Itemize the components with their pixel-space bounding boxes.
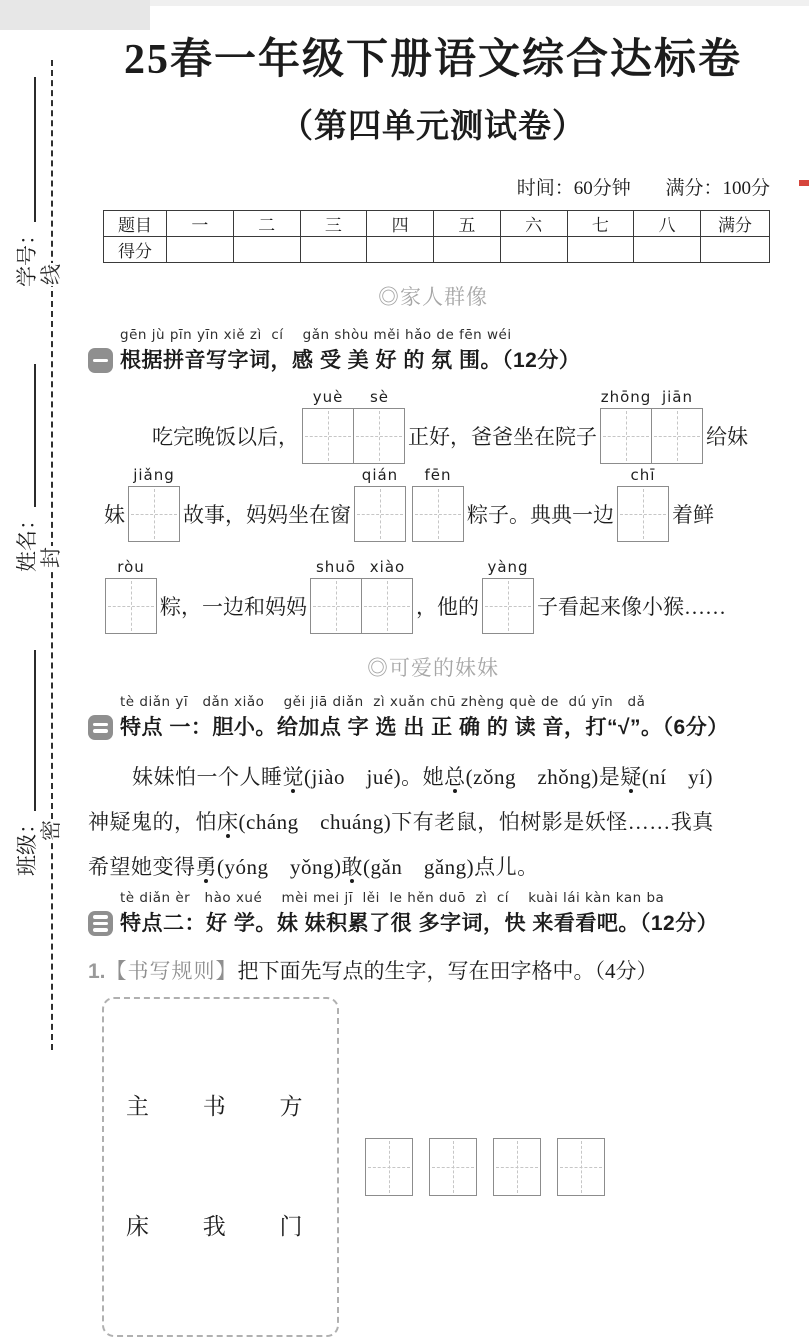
score-table-header-cell: 六	[500, 211, 567, 237]
score-table-header-cell: 五	[434, 211, 501, 237]
red-edge-mark	[799, 180, 809, 186]
tianzige-cell[interactable]	[354, 486, 406, 542]
question-3	[88, 890, 778, 937]
emphasized-char: 总	[444, 765, 466, 789]
q1-fill-line-1	[152, 388, 778, 464]
grid-pinyin-label: jiǎng	[133, 466, 175, 484]
name-blank[interactable]	[13, 364, 36, 507]
question-1-number-icon	[88, 348, 113, 373]
q1-fill-line-3	[102, 558, 778, 634]
tianzige-cell[interactable]	[482, 578, 534, 634]
sub-question-1	[88, 955, 778, 985]
writing-rule-tag: 【书写规则】	[105, 959, 238, 983]
tianzige-cell[interactable]	[310, 578, 362, 634]
tianzige-cell[interactable]	[600, 408, 652, 464]
score-entry-cell[interactable]	[701, 237, 770, 263]
emphasized-char: 敢	[341, 855, 363, 879]
text-run: 子看起来像小猴……	[537, 595, 726, 619]
grid-pinyin-label: shuō	[315, 558, 356, 576]
score-entry-cell[interactable]	[634, 237, 701, 263]
tianzige-grid	[128, 466, 180, 542]
question-2-pinyin: tè diǎn yī dǎn xiǎo gěi jiā diǎn zì xuǎn chū zhèng què de dú yīn dǎ	[120, 694, 646, 710]
text-run: (gǎn gǎng)点儿。	[363, 855, 539, 879]
emphasized-char: 床	[217, 810, 239, 834]
section-header-family: ◎家人群像	[378, 286, 488, 309]
score-entry-cell[interactable]	[233, 237, 300, 263]
score-table-header-cell: 满分	[701, 211, 770, 237]
paper-content	[88, 0, 778, 1337]
section-header-sister: ◎可爱的妹妹	[367, 657, 499, 680]
tianzige-grid	[412, 466, 464, 542]
question-3-text: 特点二：好 学。妹 妹积累了很 多字词，快 来看看吧。（12分）	[120, 912, 719, 935]
score-table-header-cell: 八	[634, 211, 701, 237]
grid-pinyin-label: ròu	[117, 558, 145, 576]
grid-pinyin-label: qián	[361, 466, 399, 484]
grid-pinyin-label: fēn	[424, 466, 452, 484]
score-table	[103, 210, 770, 263]
tianzige-cell[interactable]	[128, 486, 180, 542]
score-entry-cell[interactable]	[434, 237, 501, 263]
seal-char-mi: 密	[39, 820, 63, 841]
class-label: 班级：	[15, 813, 39, 876]
seal-char-feng: 封	[39, 547, 63, 568]
tianzige-cell[interactable]	[302, 408, 354, 464]
question-2-text: 特点 一：胆小。给加点 字 选 出 正 确 的 读 音，打“√”。（6分）	[120, 716, 729, 739]
grid-pinyin-label: xiào	[369, 558, 406, 576]
text-run: 给妹	[706, 425, 748, 449]
q1-fill-line-2	[104, 466, 778, 542]
writing-exercise-row	[102, 997, 778, 1337]
passage-line	[88, 755, 778, 800]
tianzige-cell[interactable]	[493, 1138, 541, 1196]
score-entry-cell[interactable]	[367, 237, 434, 263]
page-title: 25春一年级下册语文综合达标卷	[123, 37, 742, 83]
text-run: (yóng yǒng)	[217, 855, 342, 879]
page-subtitle: （第四单元测试卷）	[280, 109, 586, 145]
grid-pinyin-label: jiān	[661, 388, 694, 406]
sub-question-number: 1.	[88, 960, 106, 983]
student-id-field	[13, 75, 41, 287]
grid-pinyin-label: chī	[630, 466, 656, 484]
score-entry-cell[interactable]	[300, 237, 367, 263]
tianzige-cell[interactable]	[429, 1138, 477, 1196]
tianzige-grid	[617, 466, 669, 542]
emphasized-char: 疑	[620, 765, 642, 789]
question-3-number-icon	[88, 911, 113, 936]
text-run: (cháng chuáng)下有老鼠，怕树影是妖怪……我真	[238, 810, 714, 834]
score-entry-cell[interactable]	[567, 237, 634, 263]
tianzige-cell[interactable]	[557, 1138, 605, 1196]
text-run: 妹妹怕一个人睡	[132, 765, 283, 789]
name-field	[13, 362, 41, 572]
text-run: 妹	[104, 503, 125, 527]
time-limit: 时间：60分钟	[516, 178, 631, 199]
class-field	[13, 648, 41, 876]
tianzige-cell[interactable]	[361, 578, 413, 634]
tianzige-grid	[600, 388, 703, 464]
passage-line	[88, 845, 778, 890]
answer-grids	[365, 1138, 605, 1196]
score-table-header-cell: 三	[300, 211, 367, 237]
score-table-header-cell: 题目	[104, 211, 167, 237]
text-run: 希望她变得	[88, 855, 196, 879]
sub-question-text: 把下面先写点的生字，写在田字格中。（4分）	[237, 959, 658, 983]
tianzige-grid	[310, 558, 413, 634]
class-blank[interactable]	[13, 650, 36, 811]
score-table-header-cell: 一	[167, 211, 234, 237]
grid-pinyin-label: zhōng	[600, 388, 652, 406]
text-run: (ní yí)	[641, 765, 713, 789]
tianzige-grid	[302, 388, 405, 464]
student-id-label: 学号：	[15, 224, 39, 287]
student-id-blank[interactable]	[13, 77, 36, 222]
question-2-number-icon	[88, 715, 113, 740]
tianzige-cell[interactable]	[365, 1138, 413, 1196]
tianzige-grid	[105, 558, 157, 634]
question-2	[88, 694, 778, 741]
tianzige-cell[interactable]	[412, 486, 464, 542]
question-1	[88, 327, 778, 374]
score-entry-cell[interactable]	[167, 237, 234, 263]
score-table-header-cell: 二	[233, 211, 300, 237]
tianzige-cell[interactable]	[617, 486, 669, 542]
full-score: 满分：100分	[665, 178, 770, 199]
text-run: (zǒng zhǒng)是	[465, 765, 621, 789]
tianzige-cell[interactable]	[353, 408, 405, 464]
text-run: 吃完晚饭以后，	[152, 425, 299, 449]
score-entry-cell[interactable]	[500, 237, 567, 263]
score-row-label: 得分	[104, 237, 167, 263]
tianzige-grid	[354, 466, 406, 542]
tianzige-cell[interactable]	[105, 578, 157, 634]
text-run: ，他的	[416, 595, 479, 619]
question-1-text: 根据拼音写字词，感 受 美 好 的 氛 围。（12分）	[120, 349, 581, 372]
score-table-header-cell: 四	[367, 211, 434, 237]
passage-line	[88, 800, 778, 845]
emphasized-char: 勇	[195, 855, 217, 879]
text-run: 着鲜	[672, 503, 714, 527]
question-1-pinyin: gēn jù pīn yīn xiě zì cí gǎn shòu měi hǎo de fēn wéi	[120, 327, 512, 343]
grid-pinyin-label: yuè	[312, 388, 344, 406]
character-bank-row: 主 书 方	[126, 1094, 327, 1119]
character-bank-row: 床 我 门	[126, 1214, 327, 1239]
question-3-pinyin: tè diǎn èr hào xué mèi mei jī lěi le hěn duō zì cí kuài lái kàn kan ba	[120, 890, 665, 906]
score-table-header-cell: 七	[567, 211, 634, 237]
text-run: 正好，爸爸坐在院子	[408, 425, 597, 449]
text-run: 粽，一边和妈妈	[160, 595, 307, 619]
text-run: 故事，妈妈坐在窗	[183, 503, 351, 527]
grid-pinyin-label: sè	[369, 388, 390, 406]
name-label: 姓名：	[15, 509, 39, 572]
grid-pinyin-label: yàng	[487, 558, 529, 576]
text-run: 粽子。典典一边	[467, 503, 614, 527]
tianzige-cell[interactable]	[651, 408, 703, 464]
exam-meta	[88, 173, 778, 200]
character-bank-box	[102, 997, 339, 1337]
tianzige-grid	[482, 558, 534, 634]
text-run: (jiào jué)。她	[304, 765, 445, 789]
text-run: 神疑鬼的，怕	[88, 810, 217, 834]
seal-char-line: 线	[39, 264, 63, 285]
question-2-passage	[88, 755, 778, 890]
emphasized-char: 觉	[282, 765, 304, 789]
